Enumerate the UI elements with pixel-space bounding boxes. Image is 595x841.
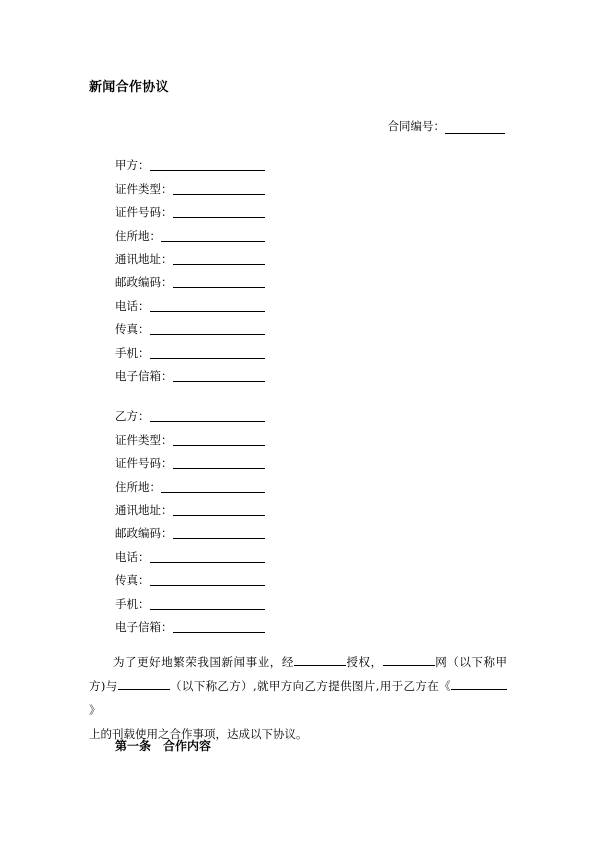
field-label: 通讯地址： (115, 502, 173, 517)
intro-line (89, 674, 507, 722)
field-blank[interactable] (173, 369, 266, 382)
field-label: 证件号码： (115, 456, 173, 471)
party-b-domicile-field (115, 471, 265, 494)
intro-text: 上的刊载使用之合作事项，达成以下协议。 (89, 727, 308, 741)
field-label: 证件类型： (115, 432, 173, 447)
field-label: 住所地： (115, 479, 161, 494)
party-b-id-number-field (115, 448, 265, 471)
party-a-fax-field (115, 314, 265, 337)
field-label: 证件号码： (115, 205, 173, 220)
party-b-phone-field (115, 541, 265, 564)
contract-number-label: 合同编号： (387, 119, 445, 133)
party-a-id-number-field (115, 197, 265, 220)
party-a-phone-field (115, 290, 265, 313)
party-b-name-blank[interactable] (118, 677, 170, 690)
field-label: 电话： (115, 549, 150, 564)
intro-line (89, 650, 507, 674)
party-b-fax-field (115, 565, 265, 588)
field-blank[interactable] (150, 299, 266, 312)
party-a-email-field (115, 361, 265, 384)
section-title: 合作内容 (163, 739, 212, 753)
field-blank[interactable] (150, 158, 266, 171)
party-a-mobile-field (115, 337, 265, 360)
section-number: 第一条 (115, 739, 152, 753)
party-a-postcode-field (115, 267, 265, 290)
field-blank[interactable] (173, 503, 266, 516)
field-label: 邮政编码： (115, 275, 173, 290)
publication-blank[interactable] (451, 677, 507, 690)
field-blank[interactable] (173, 456, 266, 469)
field-label: 甲方： (115, 158, 150, 173)
intro-text: 》 (89, 703, 101, 717)
field-blank[interactable] (150, 346, 266, 359)
party-b-email-field (115, 612, 265, 635)
field-label: 传真： (115, 573, 150, 588)
field-blank[interactable] (150, 409, 266, 422)
field-blank[interactable] (161, 480, 265, 493)
field-label: 邮政编码： (115, 526, 173, 541)
field-blank[interactable] (150, 322, 266, 335)
party-a-section (115, 150, 265, 384)
party-b-name-field (115, 401, 265, 424)
field-blank[interactable] (173, 620, 266, 633)
field-label: 通讯地址： (115, 251, 173, 266)
party-b-address-field (115, 495, 265, 518)
intro-text: 网（以下称甲 (434, 655, 508, 669)
party-a-address-field (115, 244, 265, 267)
field-label: 传真： (115, 322, 150, 337)
field-blank[interactable] (173, 205, 266, 218)
field-blank[interactable] (173, 433, 266, 446)
party-b-postcode-field (115, 518, 265, 541)
field-blank[interactable] (173, 275, 266, 288)
field-label: 证件类型： (115, 181, 173, 196)
field-label: 住所地： (115, 228, 161, 243)
field-blank[interactable] (173, 252, 266, 265)
field-blank[interactable] (161, 229, 265, 242)
field-blank[interactable] (150, 597, 266, 610)
field-label: 手机： (115, 596, 150, 611)
intro-text: （以下称乙方）,就甲方向乙方提供图片,用于乙方在《 (169, 679, 451, 693)
document-title: 新闻合作协议 (89, 80, 169, 95)
field-blank[interactable] (173, 526, 266, 539)
contract-number (388, 118, 506, 134)
intro-text: 授权， (345, 655, 383, 669)
field-label: 电子信箱： (115, 619, 173, 634)
field-blank[interactable] (150, 550, 266, 563)
intro-paragraph (89, 650, 507, 746)
section-heading (115, 737, 211, 755)
party-b-mobile-field (115, 588, 265, 611)
field-label: 手机： (115, 345, 150, 360)
field-label: 电话： (115, 298, 150, 313)
field-blank[interactable] (173, 182, 266, 195)
contract-number-blank[interactable] (445, 121, 505, 134)
website-blank[interactable] (383, 653, 435, 666)
party-a-id-type-field (115, 173, 265, 196)
field-blank[interactable] (150, 573, 266, 586)
field-label: 乙方： (115, 409, 150, 424)
intro-text: 方)与 (89, 679, 118, 693)
party-b-id-type-field (115, 424, 265, 447)
party-a-domicile-field (115, 220, 265, 243)
party-a-name-field (115, 150, 265, 173)
authorizer-blank[interactable] (294, 653, 346, 666)
party-b-section (115, 401, 265, 635)
intro-text: 为了更好地繁荣我国新闻事业，经 (113, 655, 294, 669)
field-label: 电子信箱： (115, 368, 173, 383)
